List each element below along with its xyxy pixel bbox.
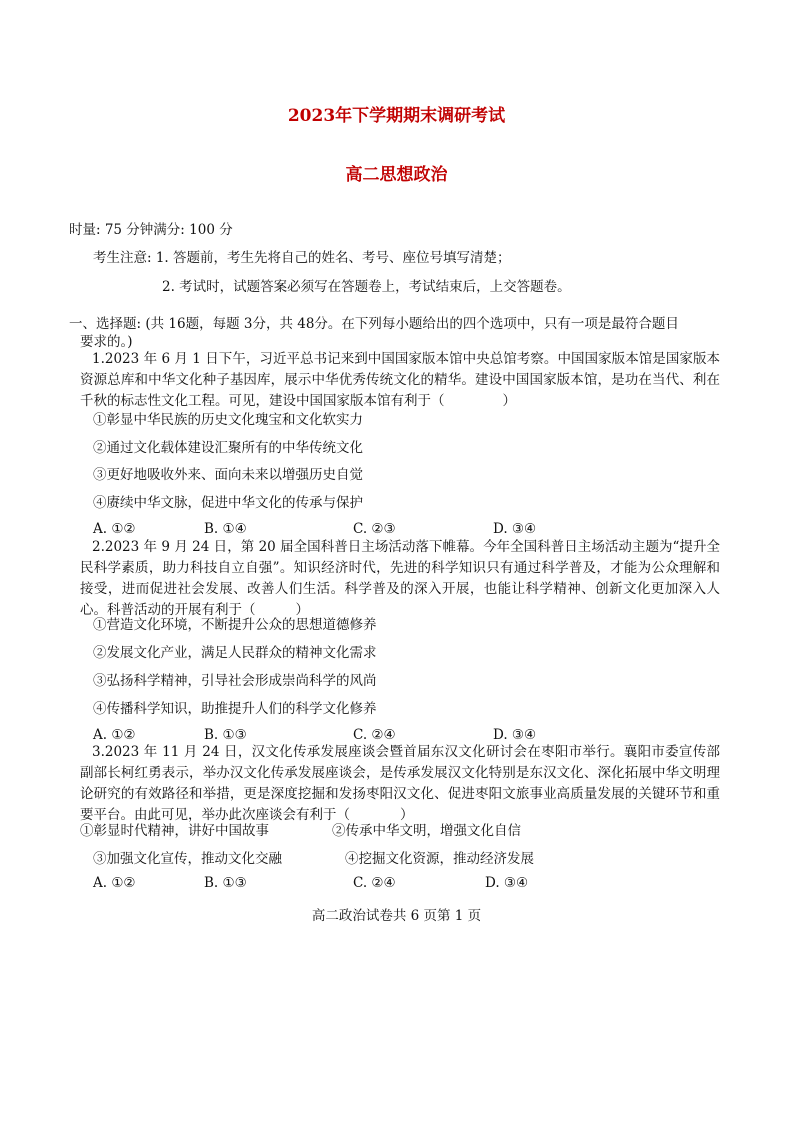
question-1-option-b: B. ①④ [204,521,247,537]
question-1-stem-end: ） [502,393,516,409]
question-1-item-4: ④赓续中华文脉，促进中华文化的传承与保护 [93,495,363,511]
notice-line-1: 考生注意: 1. 答题前，考生先将自己的姓名、考号、座位号填写清楚； [93,250,511,266]
question-1-item-2: ②通过文化载体建设汇聚所有的中华传统文化 [93,440,363,456]
question-3-stem-end: ） [400,807,414,823]
question-3-stem-text: 3.2023 年 11 月 24 日，汉文化传承发展座谈会暨首届东汉文化研讨会在枣阳市举行。襄阳市委宣传部副部长柯红勇表示，举办汉文化传承发展座谈会，是传承发展汉文化特别是东汉文化、深化拓展中华文明理论研究的有效路径和举措，更是深度挖掘和发扬枣阳汉文化、促进枣阳文旅事业高质量发展的关键环节和重要平台。由此可见，举办此次座谈会有利于（ [80,744,720,823]
question-3-option-b: B. ①③ [204,875,247,891]
exam-subtitle: 高二思想政治 [345,165,448,185]
question-2-stem [80,537,720,621]
question-3-option-c: C. ②④ [353,875,396,891]
question-2-option-b: B. ①③ [204,727,247,743]
question-3-item-4: ④挖掘文化资源，推动经济发展 [345,851,534,867]
question-1-stem [80,349,720,412]
question-2-option-c: C. ②④ [353,727,396,743]
question-1-option-d: D. ③④ [493,521,537,537]
question-1-stem-text: 1.2023 年 6 月 1 日下午，习近平总书记来到中国国家版本馆中央总馆考察。中国国家版本馆是国家版本资源总库和中华文化种子基因库，展示中华优秀传统文化的精华。建设中国国家版本馆，是功在当代、利在千秋的标志性文化工程。可见，建设中国国家版本馆有利于（ [80,351,720,409]
question-2-item-4: ④传播科学知识，助推提升人们的科学文化修养 [93,701,377,717]
question-2-item-2: ②发展文化产业，满足人民群众的精神文化需求 [93,645,377,661]
question-3-option-d: D. ③④ [485,875,529,891]
question-2-option-a: A. ①② [93,727,136,743]
question-1-item-3: ③更好地吸收外来、面向未来以增强历史自觉 [93,467,363,483]
question-3-item-2: ②传承中华文明，增强文化自信 [332,823,521,839]
exam-title: 2023年下学期期末调研考试 [287,106,506,126]
notice-line-2: 2. 考试时，试题答案必须写在答题卷上，考试结束后，上交答题卷。 [162,279,571,295]
question-3-item-3: ③加强文化宣传，推动文化交融 [93,851,282,867]
time-score-info: 时量: 75 分钟满分: 100 分 [69,222,233,238]
question-2-stem-text: 2.2023 年 9 月 24 日，第 20 届全国科普日主场活动落下帷幕。今年全国科普日主场活动主题为“提升全民科学素质，助力科技自立自强”。知识经济时代，先进的科学知识只有通过科学普及，才能为公众理解和接受，进而促进社会发展、改善人们生活。科学普及的深入开展，也能让科学精神、创新文化更加深入人心。科普活动的开展有利于（ [80,539,720,618]
page-footer: 高二政治试卷共 6 页第 1 页 [311,908,482,924]
question-2-option-d: D. ③④ [493,727,537,743]
question-1-item-1: ①彰显中华民族的历史文化瑰宝和文化软实力 [93,412,363,428]
question-3-item-1: ①彰显时代精神，讲好中国故事 [80,823,269,839]
section-heading-line-1: 一、选择题: (共 16题，每题 3分，共 48分。在下列每小题给出的四个选项中，只有一项是最符合题目 [69,316,679,332]
question-1-option-a: A. ①② [93,521,136,537]
section-heading-line-2: 要求的。) [80,334,133,350]
question-3-option-a: A. ①② [93,875,136,891]
question-2-item-1: ①营造文化环境，不断提升公众的思想道德修养 [93,617,377,633]
question-3-stem [80,742,720,826]
question-2-stem-end: ） [295,602,309,618]
question-1-option-c: C. ②③ [353,521,396,537]
question-2-item-3: ③弘扬科学精神，引导社会形成崇尚科学的风尚 [93,673,377,689]
